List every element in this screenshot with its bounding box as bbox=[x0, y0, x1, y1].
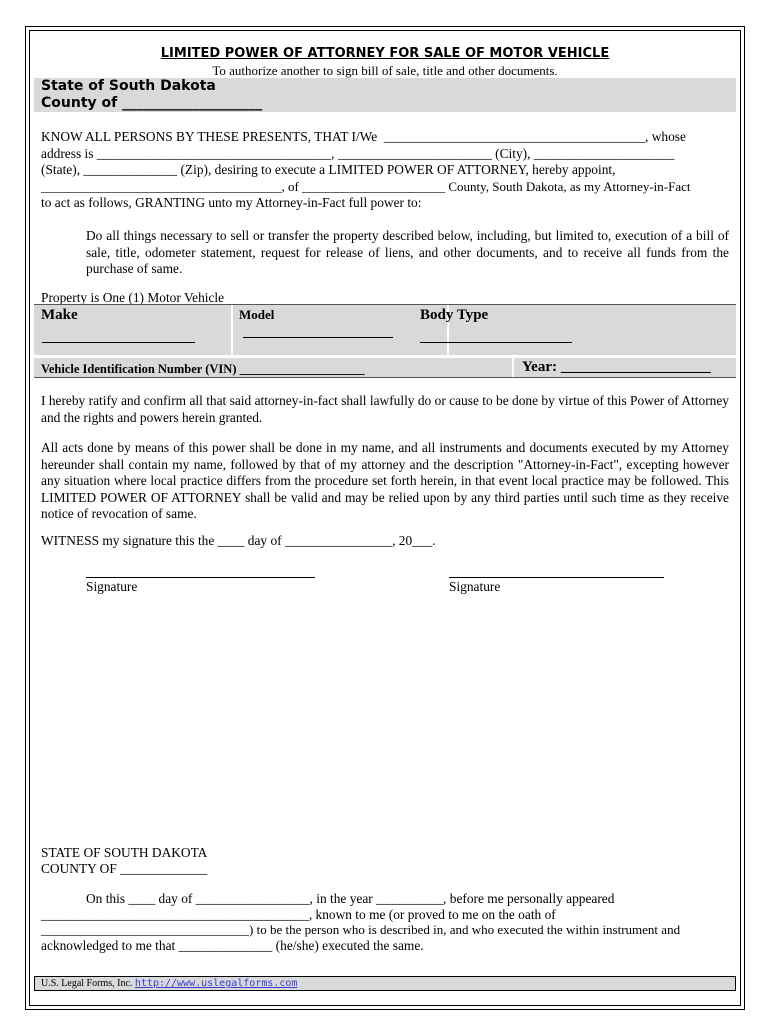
ack-line: acknowledged to me that ______________ (he/she) executed the same. bbox=[41, 937, 424, 953]
body-type-field[interactable] bbox=[420, 342, 572, 343]
property-label: Property is One (1) Motor Vehicle bbox=[41, 290, 225, 305]
state-line: State of South Dakota bbox=[41, 78, 216, 94]
intro-line: to act as follows, GRANTING unto my Attorney-in-Fact full power to: bbox=[41, 195, 422, 210]
make-label: Make bbox=[41, 307, 78, 323]
signature-label-1: Signature bbox=[86, 579, 138, 594]
document-subtitle: To authorize another to sign bill of sale, title and other documents. bbox=[212, 63, 558, 78]
body-type-cell bbox=[449, 305, 736, 355]
vehicle-table bbox=[34, 304, 736, 378]
notary-state: STATE OF SOUTH DAKOTA bbox=[41, 845, 208, 860]
witness-line: WITNESS my signature this the ____ day of ________________, 20___. bbox=[41, 533, 436, 548]
make-field[interactable] bbox=[42, 342, 195, 343]
document-title: LIMITED POWER OF ATTORNEY FOR SALE OF MOTOR VEHICLE bbox=[160, 46, 610, 61]
signature-line-2[interactable] bbox=[449, 577, 664, 578]
body-type-label: Body Type bbox=[420, 307, 489, 323]
intro-line: _____________________________________, of ______________________ County, South Dakota, as my Attorney-in-Fact bbox=[41, 178, 691, 194]
footer-bar bbox=[34, 976, 736, 991]
intro-line: address is ___________________________________, _______________________ (City), _____________________ bbox=[41, 145, 675, 161]
ratify-paragraph: I hereby ratify and confirm all that said attorney-in-fact shall lawfully do or cause to be done by virtue of this Power of Attorney and the rights and powers herein granted. bbox=[41, 393, 729, 425]
vin-label: Vehicle Identification Number (VIN) ____________________ bbox=[41, 362, 365, 376]
year-label: Year: ____________________ bbox=[522, 359, 711, 375]
signature-label-2: Signature bbox=[449, 579, 501, 594]
footer-company: U.S. Legal Forms, Inc. bbox=[41, 978, 133, 989]
model-field[interactable] bbox=[243, 337, 393, 338]
ack-line: ________________________________________, known to me (or proved to me on the oath of bbox=[41, 906, 556, 922]
intro-paragraph bbox=[41, 129, 729, 212]
notary-county: COUNTY OF _____________ bbox=[41, 861, 208, 876]
county-line: County of ____________________ bbox=[41, 95, 263, 111]
intro-line: KNOW ALL PERSONS BY THESE PRESENTS, THAT I/We _______________________________________, whose bbox=[41, 129, 686, 144]
acts-paragraph: All acts done by means of this power shall be done in my name, and all instruments and documents executed by my Attorney hereunder shall contain my name, followed by that of my attorney and the description "Attorney-in-Fact", excepting however any situation where local practice differs from the procedure set forth herein, in that event local practice may be followed. This LIMITED POWER OF ATTORNEY shall be valid and may be relied upon by any third parties until such time as they receive notice of revocation of same. bbox=[41, 440, 729, 521]
powers-paragraph: Do all things necessary to sell or transfer the property described below, including, but limited to, execution of a bill of sale, title, odometer statement, request for release of liens, and other documents, and to receive all funds from the purchase of same. bbox=[86, 228, 729, 276]
acknowledgment-paragraph bbox=[41, 891, 729, 953]
ack-line: On this ____ day of _________________, in the year __________, before me personally appeared bbox=[86, 891, 615, 906]
footer-link[interactable]: http://www.uslegalforms.com bbox=[134, 978, 298, 989]
intro-line: (State), ______________ (Zip), desiring to execute a LIMITED POWER OF ATTORNEY, hereby appoint, bbox=[41, 162, 616, 177]
model-label: Model bbox=[239, 307, 275, 322]
ack-line: ________________________________) to be the person who is described in, and who executed the within instrument and bbox=[41, 922, 681, 937]
signature-line-1[interactable] bbox=[86, 577, 315, 578]
